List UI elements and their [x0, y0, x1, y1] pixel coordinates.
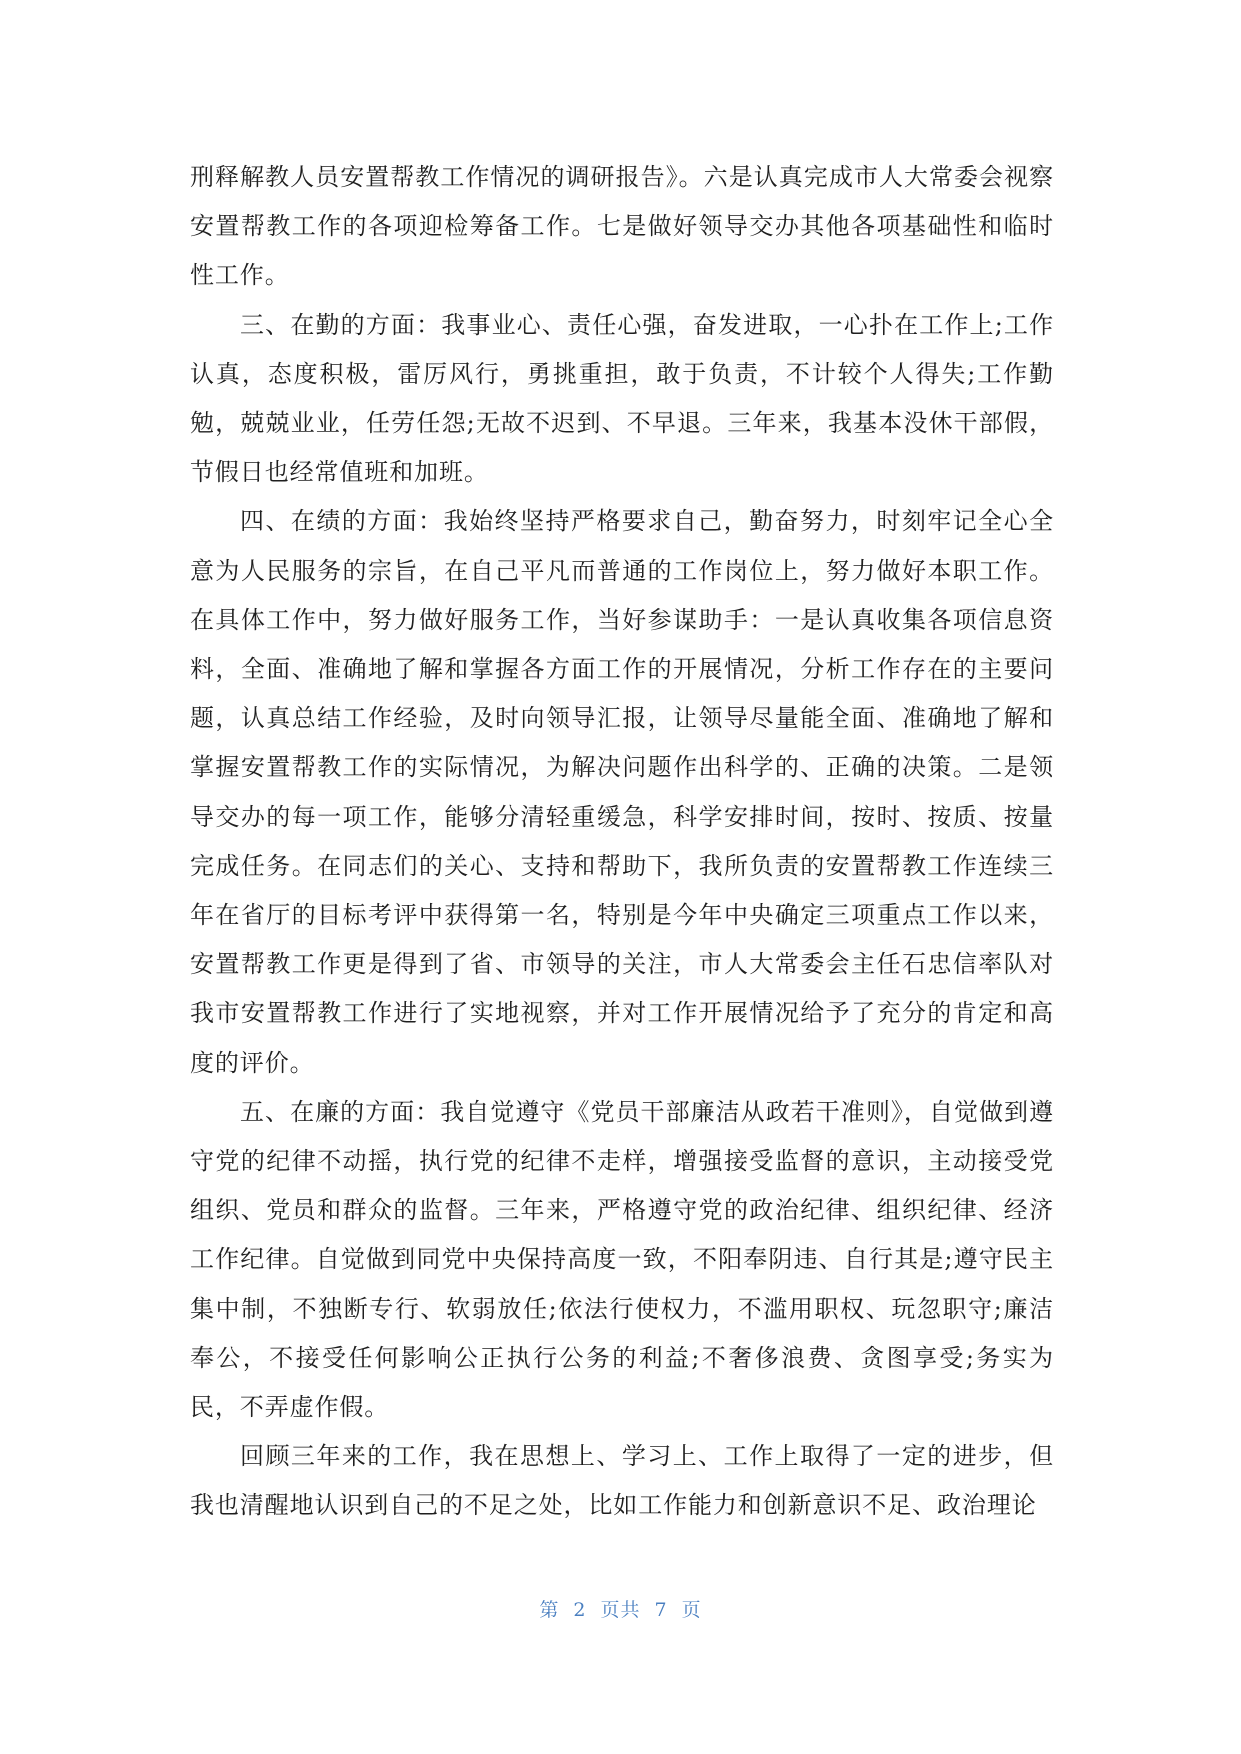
- footer-prefix: 第: [539, 1599, 560, 1621]
- paragraph-review: 回顾三年来的工作，我在思想上、学习上、工作上取得了一定的进步，但我也清醒地认识到自己的不足之处，比如工作能力和创新意识不足、政治理论: [190, 1442, 1054, 1520]
- footer-middle: 页共: [600, 1599, 641, 1621]
- paragraph-integrity: 五、在廉的方面：我自觉遵守《党员干部廉洁从政若干准则》，自觉做到遵守党的纪律不动摇，执行党的纪律不走样，增强接受监督的意识，主动接受党组织、党员和群众的监督。三年来，严格遵守党的政治纪律、组织纪律、经济工作纪律。自觉做到同党中央保持高度一致，不阳奉阴违、自行其是;遵守民主集中制，不独断专行、软弱放任;依法行使权力，不滥用职权、玩忽职守;廉洁奉公，不接受任何影响公正执行公务的利益;不奢侈浪费、贪图享受;务实为民，不弄虚作假。: [190, 1097, 1054, 1422]
- paragraph-diligence: 三、在勤的方面：我事业心、责任心强，奋发进取，一心扑在工作上;工作认真，态度积极，雷厉风行，勇挑重担，敢于负责，不计较个人得失;工作勤勉，兢兢业业，任劳任怨;无故不迟到、不早退。三年来，我基本没休干部假，节假日也经常值班和加班。: [190, 310, 1054, 487]
- paragraph-continued: 刑释解教人员安置帮教工作情况的调研报告》。六是认真完成市人大常委会视察安置帮教工作的各项迎检筹备工作。七是做好领导交办其他各项基础性和临时性工作。: [190, 163, 1054, 290]
- footer-total-pages: 7: [654, 1599, 668, 1621]
- footer-current-page: 2: [573, 1599, 587, 1621]
- document-body: [190, 153, 1054, 1531]
- page-footer: [0, 1597, 1241, 1623]
- paragraph-performance: 四、在绩的方面：我始终坚持严格要求自己，勤奋努力，时刻牢记全心全意为人民服务的宗旨，在自己平凡而普通的工作岗位上，努力做好本职工作。在具体工作中，努力做好服务工作，当好参谋助手：一是认真收集各项信息资料，全面、准确地了解和掌握各方面工作的开展情况，分析工作存在的主要问题，认真总结工作经验，及时向领导汇报，让领导尽量能全面、准确地了解和掌握安置帮教工作的实际情况，为解决问题作出科学的、正确的决策。二是领导交办的每一项工作，能够分清轻重缓急，科学安排时间，按时、按质、按量完成任务。在同志们的关心、支持和帮助下，我所负责的安置帮教工作连续三年在省厅的目标考评中获得第一名，特别是今年中央确定三项重点工作以来，安置帮教工作更是得到了省、市领导的关注，市人大常委会主任石忠信率队对我市安置帮教工作进行了实地视察，并对工作开展情况给予了充分的肯定和高度的评价。: [190, 507, 1054, 1077]
- footer-suffix: 页: [681, 1599, 702, 1621]
